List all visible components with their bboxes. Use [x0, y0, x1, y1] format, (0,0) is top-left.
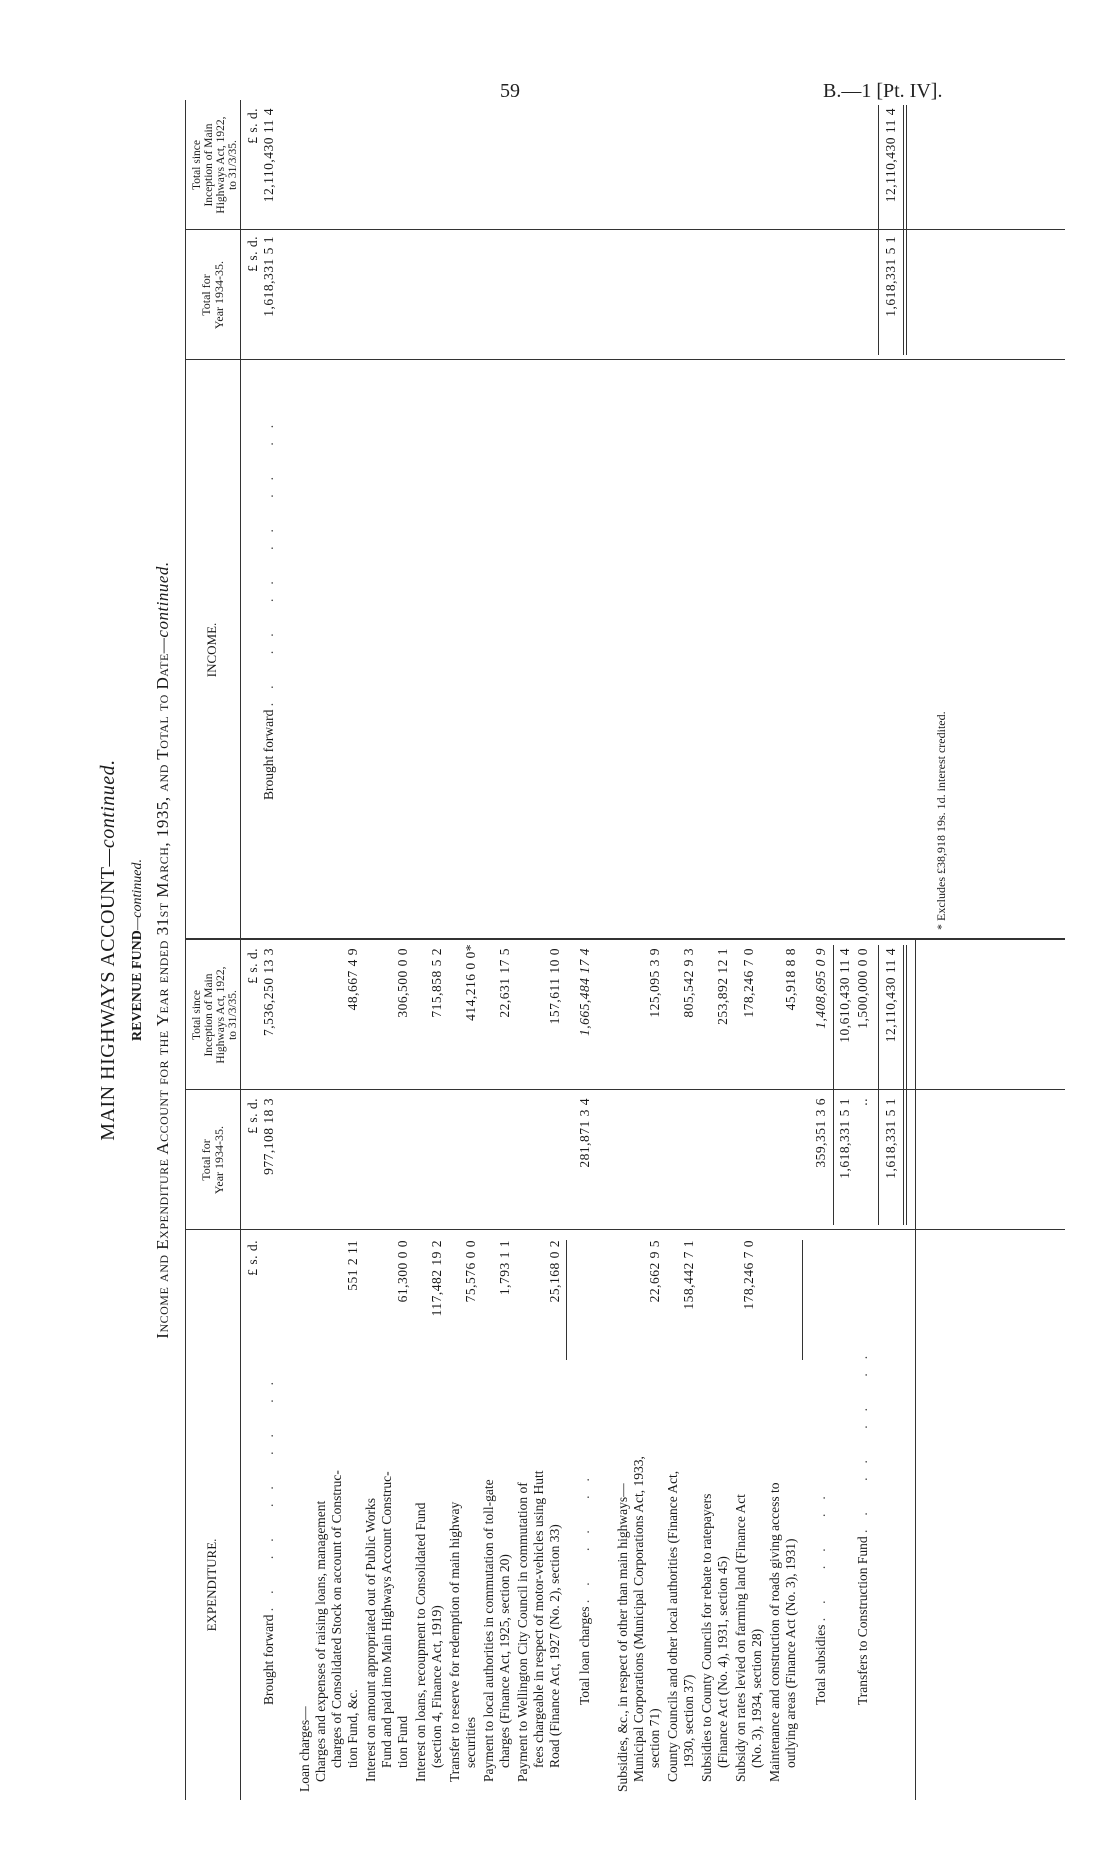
subsidy-item-since: 45,918 8 8 [783, 948, 798, 1011]
income-year-heading: Total for Year 1934-35. [199, 260, 226, 330]
subsidy-item-since: 178,246 7 0 [741, 948, 756, 1018]
loan-item-line: Road (Finance Act, 1927 (No. 2), section 33) [547, 1524, 562, 1768]
subsidies-heading: Subsidies, &c., in respect of other than main highways— [615, 1483, 630, 1792]
loan-item-line: charges (Finance Act, 1925, section 20) [497, 1554, 512, 1768]
fund-title: REVENUE FUND—continued. [130, 859, 145, 1041]
subtotal-rule [802, 1240, 803, 1360]
income-brought-forward-year: 1,618,331 5 1 [261, 236, 276, 317]
loan-item-line: Interest on loans, recoupment to Consolidated Fund [413, 1502, 428, 1782]
income-since-heading: Total since Inception of Main Highways Act, 1922, to 31/3/35. [191, 116, 239, 214]
transfers-year: .. [855, 1098, 870, 1106]
loan-item-line: tion Fund, &c. [345, 1689, 360, 1768]
income-column-heading: INCOME. [204, 622, 219, 678]
year-total-heading: Total for Year 1934-35. [199, 1125, 226, 1195]
subsidy-item-since: 125,095 3 9 [647, 948, 662, 1018]
income-brought-forward-since: 12,110,430 11 4 [261, 108, 276, 203]
total-loan-charges-since: 1,665,484 17 4 [577, 948, 592, 1036]
subsidy-item-line: (Finance Act (No. 4), 1931, section 45) [715, 1556, 730, 1768]
total-rule [878, 945, 879, 1225]
subsidy-item-since: 805,542 9 3 [681, 948, 696, 1018]
income-grand-total-since: 12,110,430 11 4 [883, 108, 898, 203]
loan-item-amount: 551 2 11 [345, 1240, 360, 1291]
income-grand-total-year: 1,618,331 5 1 [883, 236, 898, 317]
column-rule [185, 359, 1065, 360]
brought-forward-since: 7,536,250 13 3 [261, 948, 276, 1036]
loan-item-amount: 61,300 0 0 [395, 1240, 410, 1303]
subsidy-item-amount: 22,662 9 5 [647, 1240, 662, 1303]
subtotal-rule [833, 945, 834, 1225]
subsidy-item-line: section 71) [647, 1708, 662, 1768]
income-brought-forward-label: Brought forward .. .. .. .. .. .. [261, 410, 276, 800]
footnote: * Excludes £38,918 19s. 1d. interest credited. [934, 711, 948, 930]
loan-item-line: Interest on amount appropriated out of Public Works [363, 1498, 378, 1782]
currency-marker: £ s. d. [245, 1098, 260, 1134]
expenditure-grand-total-year: 1,618,331 5 1 [883, 1098, 898, 1179]
account-title: Income and Expenditure Account for the Year ended 31st March, 1935, and Total to Date—continued. [153, 561, 172, 1339]
header-bottom-rule-right [240, 100, 241, 940]
subsidy-item-line: Municipal Corporations (Municipal Corporations Act, 1933, [631, 1456, 646, 1782]
header-bottom-rule-left [240, 940, 241, 1800]
main-title: MAIN HIGHWAYS ACCOUNT—continued. [97, 759, 119, 1141]
loan-item-line: tion Fund [395, 1715, 410, 1768]
loan-item-line: fees chargeable in respect of motor-vehicles using Hutt [531, 1470, 546, 1768]
loan-item-since: 22,631 17 5 [497, 948, 512, 1018]
loan-item-line: Payment to local authorities in commutation of toll-gate [481, 1479, 496, 1782]
loan-item-line: Transfer to reserve for redemption of main highway [447, 1501, 462, 1782]
brought-forward-label: Brought forward .. .. .. .. .. [261, 1368, 276, 1705]
total-double-rule [906, 945, 907, 1225]
expenditure-subtotal-year: 1,618,331 5 1 [837, 1098, 852, 1179]
column-rule [185, 1229, 1065, 1230]
loan-item-line: Charges and expenses of raising loans, management [313, 1500, 328, 1782]
subsidy-item-amount: 178,246 7 0 [741, 1240, 756, 1310]
document-reference: B.—1 [Pt. IV]. [823, 80, 943, 102]
subsidy-item-line: 1930, section 37) [681, 1674, 696, 1768]
transfers-since: 1,500,000 0 0 [855, 948, 870, 1029]
currency-marker: £ s. d. [245, 948, 260, 984]
subsidy-item-line: (No. 3), 1934, section 28) [749, 1628, 764, 1768]
expenditure-grand-total-since: 12,110,430 11 4 [883, 948, 898, 1043]
loan-item-amount: 75,576 0 0 [463, 1240, 478, 1303]
brought-forward-year: 977,108 18 3 [261, 1098, 276, 1175]
currency-marker: £ s. d. [245, 236, 260, 272]
subsidy-item-line: Maintenance and construction of roads giving access to [767, 1482, 782, 1782]
loan-item-since: 157,611 10 0 [547, 948, 562, 1025]
page-number: 59 [500, 80, 520, 102]
total-subsidies-year: 359,351 3 6 [813, 1098, 828, 1168]
subtotal-rule [566, 1240, 567, 1360]
subsidy-item-line: County Councils and other local authorities (Finance Act, [665, 1470, 680, 1782]
loan-item-line: Fund and paid into Main Highways Account Construc- [379, 1471, 394, 1768]
table-top-rule [185, 100, 186, 1800]
total-subsidies-label: Total subsidies .. .. .. [813, 1482, 828, 1705]
rotated-ledger [95, 100, 1075, 1800]
table-bottom-rule [915, 940, 916, 1800]
loan-item-since: 306,500 0 0 [395, 948, 410, 1018]
column-rule [185, 229, 1065, 230]
loan-item-line: Payment to Wellington City Council in commutation of [515, 1482, 530, 1782]
total-loan-charges-year: 281,871 3 4 [577, 1098, 592, 1168]
total-rule [878, 105, 879, 355]
total-subsidies-since: 1,408,695 0 9 [813, 948, 828, 1029]
loan-item-line: securities [463, 1717, 478, 1768]
total-double-rule [903, 945, 904, 1225]
column-rule [185, 1089, 1065, 1090]
total-double-rule [906, 105, 907, 355]
subsidy-item-line: Subsidies to County Councils for rebate to ratepayers [699, 1493, 714, 1782]
expenditure-column-heading: EXPENDITURE. [204, 1538, 219, 1632]
total-loan-charges-label: Total loan charges .. .. .. [577, 1464, 592, 1705]
expenditure-subtotal-since: 10,610,430 11 4 [837, 948, 852, 1043]
loan-item-since: 48,667 4 9 [345, 948, 360, 1011]
loan-item-line: (section 4, Finance Act, 1919) [429, 1605, 444, 1768]
currency-marker: £ s. d. [245, 1240, 260, 1276]
currency-marker: £ s. d. [245, 108, 260, 144]
loan-item-since: 414,216 0 0* [463, 944, 478, 1021]
loan-item-amount: 25,168 0 2 [547, 1240, 562, 1303]
subsidy-item-line: outlying areas (Finance Act (No. 3), 1931) [783, 1538, 798, 1768]
loan-item-amount: 1,793 1 1 [497, 1240, 512, 1296]
transfers-label: Transfers to Construction Fund .. .. .. .. [855, 1341, 870, 1705]
loan-item-amount: 117,482 19 2 [429, 1240, 444, 1317]
loan-charges-heading: Loan charges— [297, 1706, 312, 1792]
subsidy-item-amount: 158,442 7 1 [681, 1240, 696, 1310]
since-total-heading: Total since Inception of Main Highways Act, 1922, to 31/3/35. [191, 966, 239, 1064]
total-double-rule [903, 105, 904, 355]
subsidy-item-line: Subsidy on rates levied on farming land (Finance Act [733, 1494, 748, 1782]
loan-item-since: 715,858 5 2 [429, 948, 444, 1018]
column-rule [185, 938, 1065, 940]
subsidy-item-since: 253,892 12 1 [715, 948, 730, 1025]
loan-item-line: charges of Consolidated Stock on account of Construc- [329, 1470, 344, 1768]
